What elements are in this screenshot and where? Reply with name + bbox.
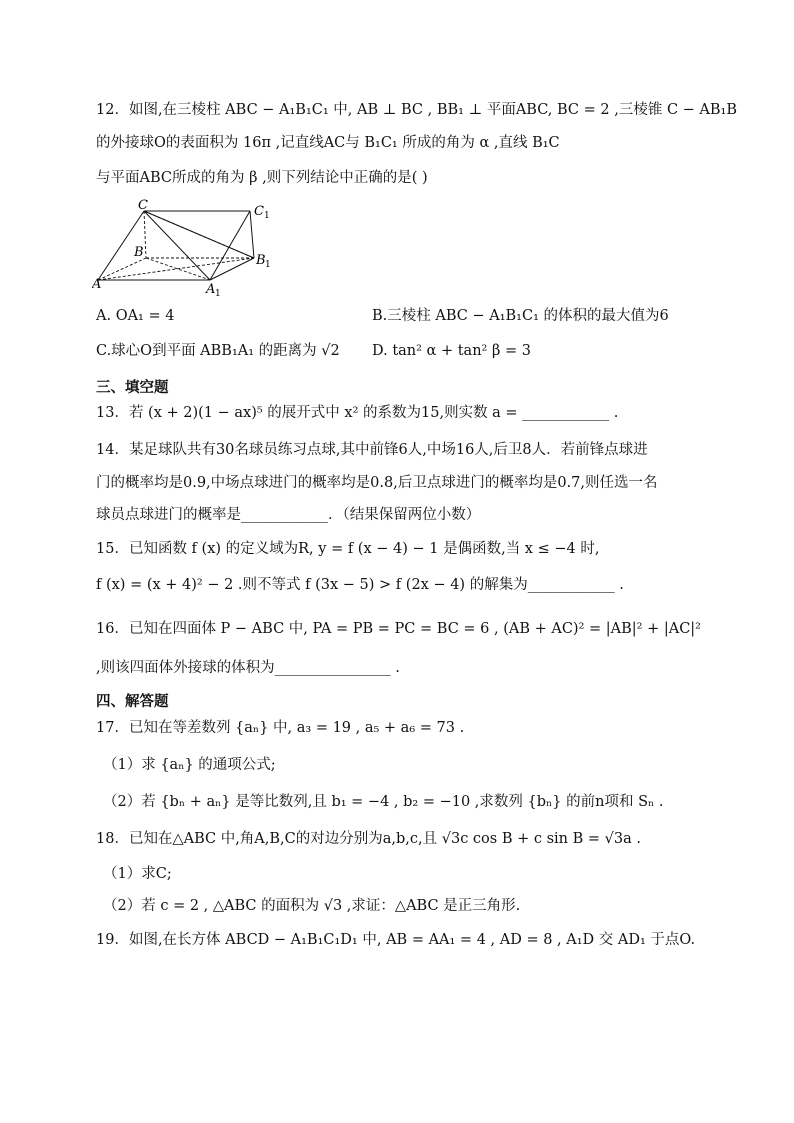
- q17-line2: （1）求 {aₙ} 的通项公式;: [103, 757, 276, 773]
- q12-option-c: C.球心O到平面 ABB₁A₁ 的距离为 √2: [96, 343, 340, 359]
- q17-line3: （2）若 {bₙ + aₙ} 是等比数列,且 b₁ = −4 , b₂ = −10 ,求数列 {bₙ} 的前n项和 Sₙ .: [103, 794, 664, 810]
- q18-line1: 18．已知在△ABC 中,角A,B,C的对边分别为a,b,c,且 √3c cos B + c sin B = √3a .: [96, 831, 641, 847]
- hidden-CB: [144, 211, 146, 258]
- prism-figure: [92, 196, 282, 298]
- label-A1: A: [206, 282, 216, 297]
- edge-CA1: [144, 211, 210, 280]
- q12-option-a: A. OA₁ = 4: [96, 308, 175, 324]
- q12-line2: 的外接球O的表面积为 16π ,记直线AC与 B₁C₁ 所成的角为 α ,直线 B₁C: [96, 135, 560, 151]
- label-C: C: [138, 198, 148, 213]
- label-B1: B: [256, 253, 266, 268]
- label-C1-sub: 1: [264, 211, 270, 221]
- q19-text: 19．如图,在长方体 ABCD − A₁B₁C₁D₁ 中, AB = AA₁ = 4 , AD = 8 , A₁D 交 AD₁ 于点O.: [96, 932, 696, 948]
- q14-line2: 门的概率均是0.9,中场点球进门的概率均是0.8,后卫点球进门的概率均是0.7,则任选一名: [96, 475, 658, 491]
- label-A: A: [92, 277, 102, 292]
- section-solve-heading: 四、解答题: [96, 694, 169, 710]
- q16-line1: 16．已知在四面体 P − ABC 中, PA = PB = PC = BC = 6 , (AB + AC)² = |AB|² + |AC|²: [96, 621, 701, 637]
- q18-line2: （1）求C;: [103, 866, 172, 882]
- q14-line3: 球员点球进门的概率是____________．（结果保留两位小数）: [96, 507, 481, 523]
- q18-line3: （2）若 c = 2 , △ABC 的面积为 √3 ,求证：△ABC 是正三角形.: [103, 898, 521, 914]
- q12-line1: 12．如图,在三棱柱 ABC − A₁B₁C₁ 中, AB ⊥ BC , BB₁ ⊥ 平面ABC, BC = 2 ,三棱锥 C − AB₁B: [96, 102, 738, 118]
- label-C1: C: [254, 204, 264, 219]
- label-B1-sub: 1: [265, 260, 271, 270]
- q12-line3: 与平面ABC所成的角为 β ,则下列结论中正确的是( ): [96, 170, 428, 186]
- label-A1-sub: 1: [215, 289, 221, 298]
- q14-line1: 14．某足球队共有30名球员练习点球,其中前锋6人,中场16人,后卫8人．若前锋点球进: [96, 442, 648, 458]
- q15-line1: 15．已知函数 f (x) 的定义域为R, y = f (x − 4) − 1 是偶函数,当 x ≤ −4 时,: [96, 541, 600, 557]
- q17-line1: 17．已知在等差数列 {aₙ} 中, a₃ = 19 , a₅ + a₆ = 73 .: [96, 720, 465, 736]
- q12-option-b: B.三棱柱 ABC − A₁B₁C₁ 的体积的最大值为6: [372, 308, 669, 324]
- q16-line2: ,则该四面体外接球的体积为________________ .: [96, 660, 400, 676]
- q15-line2: f (x) = (x + 4)² − 2 .则不等式 f (3x − 5) > f (2x − 4) 的解集为____________ .: [96, 577, 624, 593]
- label-B: B: [134, 245, 144, 260]
- section-fill-blank-heading: 三、填空题: [96, 380, 169, 396]
- q13-text: 13．若 (x + 2)(1 − ax)⁵ 的展开式中 x² 的系数为15,则实数 a = ____________ .: [96, 405, 619, 421]
- q12-option-d: D. tan² α + tan² β = 3: [372, 343, 531, 359]
